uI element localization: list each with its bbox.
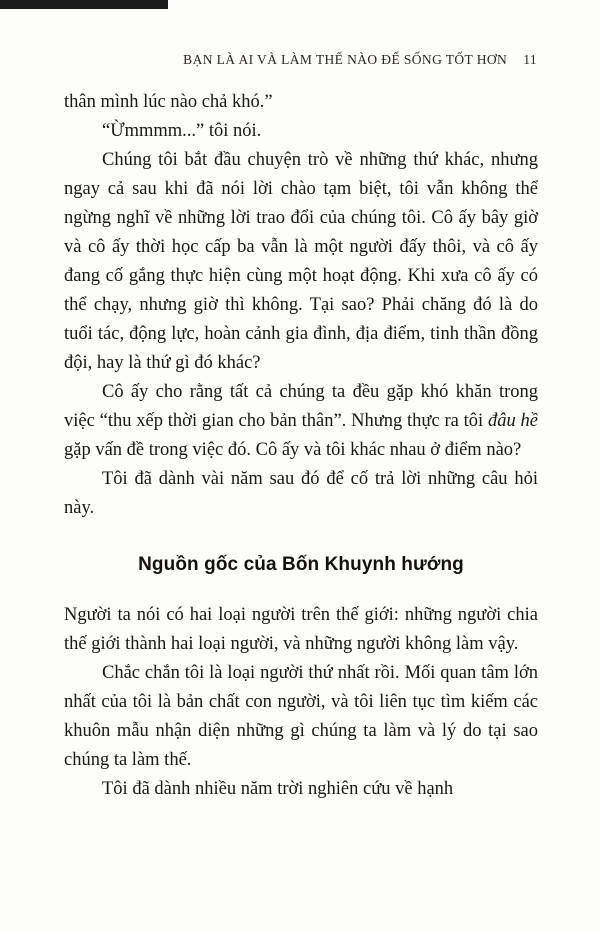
emphasis-text: đâu hề [487, 411, 538, 431]
paragraph-text-before: Cô ấy cho rằng tất cả chúng ta đều gặp khó khăn trong việc “thu xếp thời gian cho bản thân”. Nhưng thực ra tôi [64, 382, 538, 431]
page-body [64, 88, 538, 804]
page-number: 11 [523, 52, 537, 67]
paragraph-cutoff: Tôi đã dành nhiều năm trời nghiên cứu về hạnh [102, 779, 454, 799]
paragraph-dialogue: “Ừmmmm...” tôi nói. [102, 121, 262, 141]
running-header [64, 52, 537, 68]
paragraph-with-emphasis [64, 378, 538, 465]
paragraph-continuation: thân mình lúc nào chả khó.” [64, 92, 273, 112]
paragraph-text-after: gặp vấn đề trong việc đó. Cô ấy và tôi khác nhau ở điểm nào? [64, 440, 522, 460]
paragraph: Tôi đã dành vài năm sau đó để cố trả lời những câu hỏi này. [64, 469, 538, 518]
running-title: BẠN LÀ AI VÀ LÀM THẾ NÀO ĐỂ SỐNG TỐT HƠN [183, 52, 508, 67]
scan-artifact [0, 0, 168, 9]
section-heading: Nguồn gốc của Bốn Khuynh hướng [138, 554, 464, 575]
paragraph: Chắc chắn tôi là loại người thứ nhất rồi. Mối quan tâm lớn nhất của tôi là bản chất con người, và tôi liên tục tìm kiếm các khuôn mẫu nhận diện những gì chúng ta làm và lý do tại sao chúng ta làm thế. [64, 663, 538, 770]
paragraph-section-opening: Người ta nói có hai loại người trên thế giới: những người chia thế giới thành hai loại người, và những người không làm vậy. [64, 605, 538, 654]
paragraph: Chúng tôi bắt đầu chuyện trò về những thứ khác, nhưng ngay cả sau khi đã nói lời chào tạm biệt, tôi vẫn không thể ngừng nghĩ về những lời trao đổi của chúng tôi. Cô ấy bây giờ và cô ấy thời học cấp ba vẫn là một người đấy thôi, và cô ấy đang cố gắng thực hiện cùng một hoạt động. Khi xưa cô ấy có thể chạy, nhưng giờ thì không. Tại sao? Phải chăng đó là do tuổi tác, động lực, hoàn cảnh gia đình, địa điểm, tinh thần đồng đội, hay là thứ gì đó khác? [64, 150, 538, 373]
